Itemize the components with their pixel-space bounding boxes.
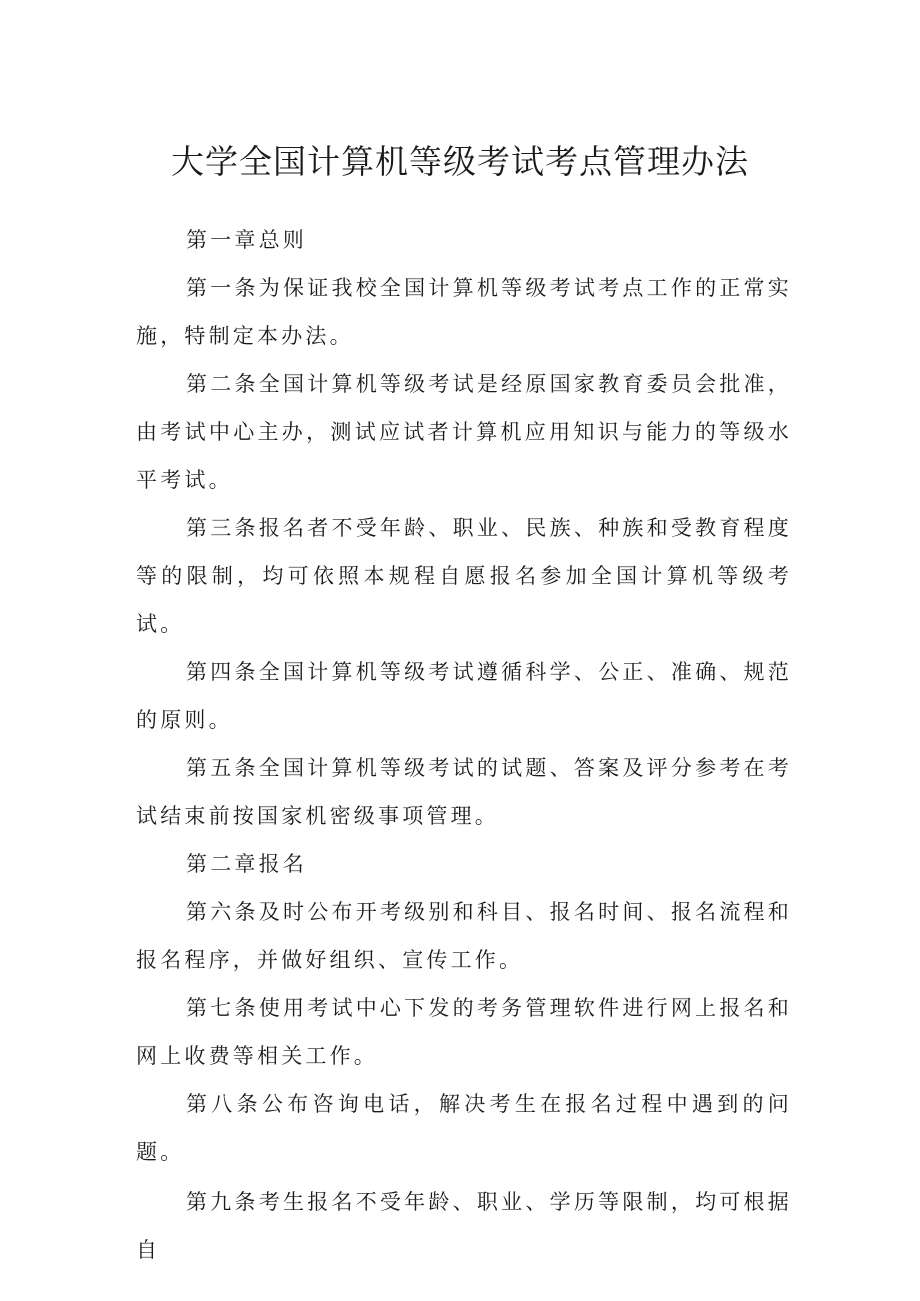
- chapter-heading-1: 第一章总则: [186, 228, 307, 252]
- article-2: 第二条全国计算机等级考试是经原国家教育委员会批准，由考试中心主办，测试应试者计算机应用知识与能力的等级水平考试。: [136, 372, 792, 492]
- article-5: 第五条全国计算机等级考试的试题、答案及评分参考在考试结束前按国家机密级事项管理。: [136, 756, 792, 828]
- article-4: 第四条全国计算机等级考试遵循科学、公正、准确、规范的原则。: [136, 660, 792, 732]
- article-3: 第三条报名者不受年龄、职业、民族、种族和受教育程度等的限制，均可依照本规程自愿报名参加全国计算机等级考试。: [136, 516, 792, 636]
- document-body: [136, 216, 792, 1274]
- chapter-heading-2: 第二章报名: [186, 852, 307, 876]
- article-7: 第七条使用考试中心下发的考务管理软件进行网上报名和网上收费等相关工作。: [136, 996, 792, 1068]
- article-9: 第九条考生报名不受年龄、职业、学历等限制，均可根据自: [136, 1190, 792, 1262]
- article-1: 第一条为保证我校全国计算机等级考试考点工作的正常实施，特制定本办法。: [136, 276, 792, 348]
- article-6: 第六条及时公布开考级别和科目、报名时间、报名流程和报名程序，并做好组织、宣传工作。: [136, 900, 792, 972]
- document-title: 大学全国计算机等级考试考点管理办法: [171, 142, 749, 181]
- article-8: 第八条公布咨询电话，解决考生在报名过程中遇到的问题。: [136, 1092, 792, 1164]
